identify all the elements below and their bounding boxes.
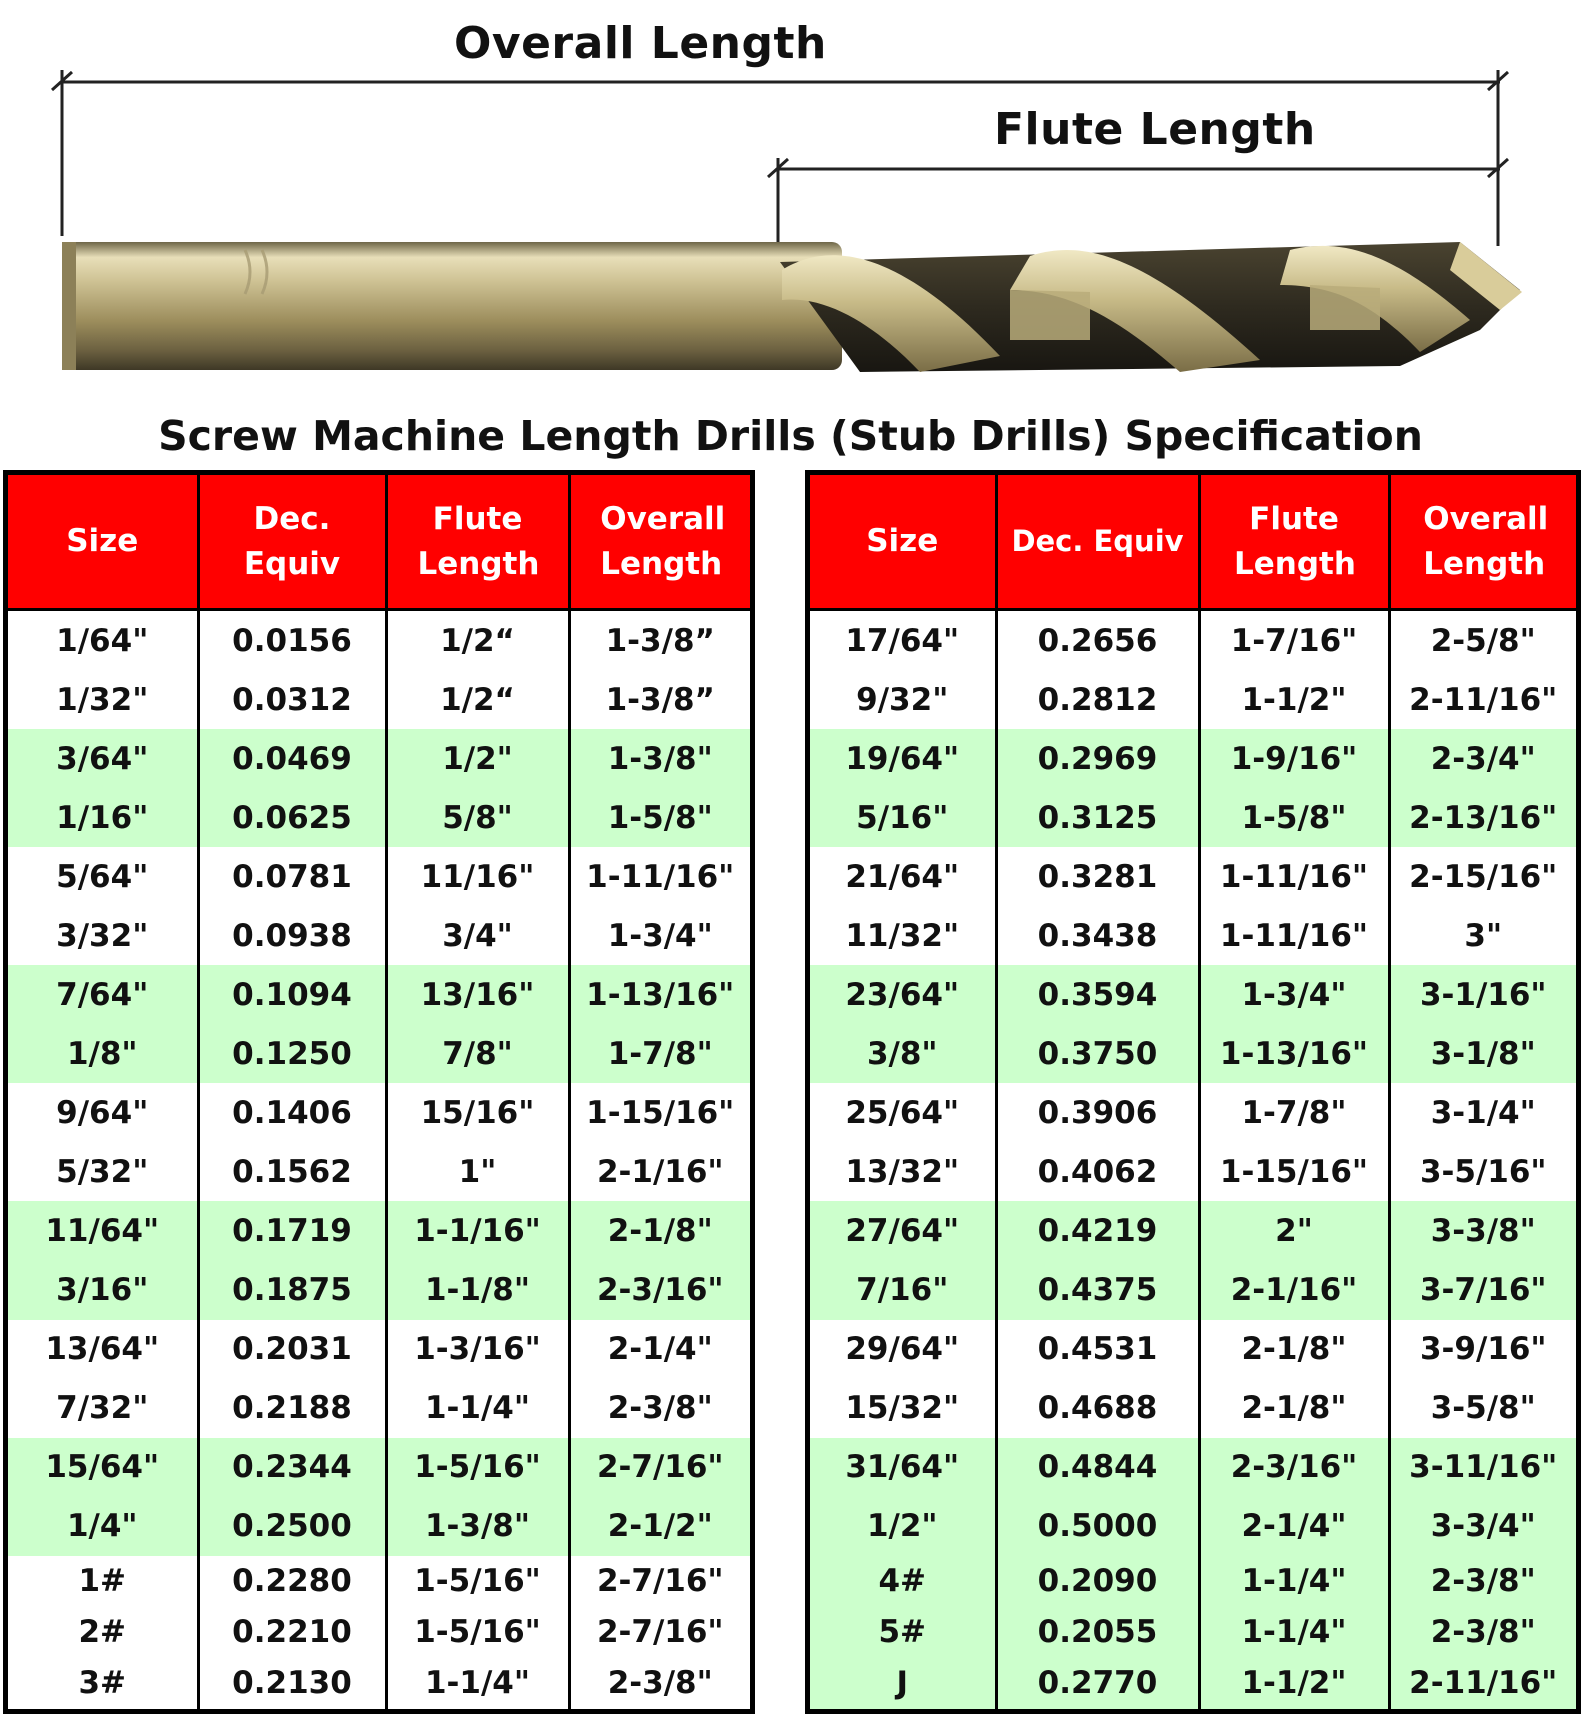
cell-overall-length: 2-3/8" bbox=[1389, 1607, 1576, 1658]
cell-size: 4# bbox=[810, 1556, 996, 1607]
cell-overall-length: 1-3/4" bbox=[569, 906, 750, 965]
cell-size: 13/64" bbox=[8, 1320, 198, 1379]
cell-size: 3/8" bbox=[810, 1024, 996, 1083]
cell-overall-length: 2-7/16" bbox=[569, 1607, 750, 1658]
table-row bbox=[8, 788, 750, 847]
cell-dec-equiv: 0.5000 bbox=[996, 1497, 1199, 1556]
cell-size: 1/4" bbox=[8, 1497, 198, 1556]
table-row bbox=[810, 788, 1576, 847]
cell-overall-length: 2-1/8" bbox=[569, 1201, 750, 1260]
table-row bbox=[810, 1201, 1576, 1260]
cell-dec-equiv: 0.4688 bbox=[996, 1379, 1199, 1438]
header-overall-length-text: Overall Length bbox=[1423, 500, 1549, 582]
table-row bbox=[8, 847, 750, 906]
cell-size: 1/64" bbox=[8, 610, 198, 671]
cell-size: 7/64" bbox=[8, 965, 198, 1024]
overall-length-dimension bbox=[52, 70, 1508, 246]
cell-overall-length: 3-1/4" bbox=[1389, 1083, 1576, 1142]
cell-overall-length: 2-1/2" bbox=[569, 1497, 750, 1556]
cell-dec-equiv: 0.2770 bbox=[996, 1658, 1199, 1709]
cell-dec-equiv: 0.3438 bbox=[996, 906, 1199, 965]
cell-flute-length: 2-1/8" bbox=[1199, 1379, 1389, 1438]
table-row bbox=[810, 1083, 1576, 1142]
cell-overall-length: 2-11/16" bbox=[1389, 1658, 1576, 1709]
table-header-row bbox=[810, 475, 1576, 610]
cell-overall-length: 1-3/8” bbox=[569, 670, 750, 729]
cell-dec-equiv: 0.1250 bbox=[198, 1024, 386, 1083]
table-row bbox=[810, 1379, 1576, 1438]
cell-size: 2# bbox=[8, 1607, 198, 1658]
cell-dec-equiv: 0.1719 bbox=[198, 1201, 386, 1260]
cell-flute-length: 7/8" bbox=[386, 1024, 569, 1083]
cell-dec-equiv: 0.1406 bbox=[198, 1083, 386, 1142]
cell-overall-length: 1-5/8" bbox=[569, 788, 750, 847]
table-row bbox=[8, 1261, 750, 1320]
cell-size: 1/32" bbox=[8, 670, 198, 729]
cell-overall-length: 2-3/16" bbox=[569, 1261, 750, 1320]
cell-overall-length: 2-13/16" bbox=[1389, 788, 1576, 847]
cell-size: 3/16" bbox=[8, 1261, 198, 1320]
cell-dec-equiv: 0.3594 bbox=[996, 965, 1199, 1024]
cell-dec-equiv: 0.2812 bbox=[996, 670, 1199, 729]
cell-dec-equiv: 0.2055 bbox=[996, 1607, 1199, 1658]
cell-overall-length: 2-15/16" bbox=[1389, 847, 1576, 906]
table-row bbox=[8, 1024, 750, 1083]
cell-size: 11/32" bbox=[810, 906, 996, 965]
table-row bbox=[8, 1083, 750, 1142]
cell-dec-equiv: 0.2280 bbox=[198, 1556, 386, 1607]
cell-dec-equiv: 0.2969 bbox=[996, 729, 1199, 788]
cell-size: 17/64" bbox=[810, 610, 996, 671]
cell-size: 1/16" bbox=[8, 788, 198, 847]
cell-dec-equiv: 0.2188 bbox=[198, 1379, 386, 1438]
cell-overall-length: 2-3/8" bbox=[569, 1658, 750, 1709]
cell-flute-length: 13/16" bbox=[386, 965, 569, 1024]
cell-overall-length: 1-15/16" bbox=[569, 1083, 750, 1142]
cell-flute-length: 1/2" bbox=[386, 729, 569, 788]
cell-flute-length: 1-7/16" bbox=[1199, 610, 1389, 671]
cell-dec-equiv: 0.0781 bbox=[198, 847, 386, 906]
cell-overall-length: 2-3/4" bbox=[1389, 729, 1576, 788]
header-flute-length bbox=[1199, 475, 1389, 610]
table-row bbox=[810, 1320, 1576, 1379]
header-size: Size bbox=[8, 475, 198, 610]
header-flute-length bbox=[386, 475, 569, 610]
cell-overall-length: 2-1/16" bbox=[569, 1142, 750, 1201]
cell-flute-length: 1-1/4" bbox=[386, 1658, 569, 1709]
cell-overall-length: 2-11/16" bbox=[1389, 670, 1576, 729]
table-row bbox=[810, 1658, 1576, 1709]
table-row bbox=[810, 1142, 1576, 1201]
cell-flute-length: 1-1/8" bbox=[386, 1261, 569, 1320]
header-dec-equiv bbox=[198, 475, 386, 610]
cell-overall-length: 1-11/16" bbox=[569, 847, 750, 906]
table-row bbox=[810, 1261, 1576, 1320]
cell-dec-equiv: 0.2130 bbox=[198, 1658, 386, 1709]
spec-table-right bbox=[805, 470, 1581, 1714]
table-row bbox=[8, 610, 750, 671]
cell-overall-length: 1-3/8" bbox=[569, 729, 750, 788]
table-row bbox=[810, 1024, 1576, 1083]
cell-dec-equiv: 0.2031 bbox=[198, 1320, 386, 1379]
cell-flute-length: 15/16" bbox=[386, 1083, 569, 1142]
cell-overall-length: 3" bbox=[1389, 906, 1576, 965]
cell-flute-length: 1-5/8" bbox=[1199, 788, 1389, 847]
cell-flute-length: 1-3/4" bbox=[1199, 965, 1389, 1024]
cell-flute-length: 1-1/2" bbox=[1199, 1658, 1389, 1709]
cell-flute-length: 1-13/16" bbox=[1199, 1024, 1389, 1083]
table-row bbox=[810, 847, 1576, 906]
cell-flute-length: 1-3/16" bbox=[386, 1320, 569, 1379]
cell-size: 1/8" bbox=[8, 1024, 198, 1083]
cell-overall-length: 2-7/16" bbox=[569, 1438, 750, 1497]
cell-dec-equiv: 0.2210 bbox=[198, 1607, 386, 1658]
cell-overall-length: 3-11/16" bbox=[1389, 1438, 1576, 1497]
cell-dec-equiv: 0.1094 bbox=[198, 965, 386, 1024]
cell-flute-length: 1/2“ bbox=[386, 670, 569, 729]
cell-size: 3/64" bbox=[8, 729, 198, 788]
cell-size: 7/16" bbox=[810, 1261, 996, 1320]
cell-overall-length: 2-7/16" bbox=[569, 1556, 750, 1607]
cell-size: 9/32" bbox=[810, 670, 996, 729]
cell-flute-length: 1" bbox=[386, 1142, 569, 1201]
header-size: Size bbox=[810, 475, 996, 610]
table-body-left bbox=[8, 610, 750, 1710]
cell-flute-length: 2-3/16" bbox=[1199, 1438, 1389, 1497]
cell-size: 29/64" bbox=[810, 1320, 996, 1379]
cell-size: 19/64" bbox=[810, 729, 996, 788]
table-row bbox=[8, 1497, 750, 1556]
table-row bbox=[8, 906, 750, 965]
cell-dec-equiv: 0.0938 bbox=[198, 906, 386, 965]
spec-table-left bbox=[3, 470, 755, 1714]
table-row bbox=[8, 1379, 750, 1438]
cell-flute-length: 2-1/16" bbox=[1199, 1261, 1389, 1320]
cell-size: 21/64" bbox=[810, 847, 996, 906]
cell-flute-length: 1-1/2" bbox=[1199, 670, 1389, 729]
header-flute-length-text: Flute Length bbox=[417, 500, 540, 582]
cell-size: 5/32" bbox=[8, 1142, 198, 1201]
table-row bbox=[8, 1438, 750, 1497]
header-overall-length bbox=[569, 475, 750, 610]
cell-dec-equiv: 0.3281 bbox=[996, 847, 1199, 906]
cell-dec-equiv: 0.3125 bbox=[996, 788, 1199, 847]
table-row bbox=[8, 1201, 750, 1260]
table-row bbox=[810, 729, 1576, 788]
cell-flute-length: 1-9/16" bbox=[1199, 729, 1389, 788]
cell-overall-length: 1-13/16" bbox=[569, 965, 750, 1024]
cell-dec-equiv: 0.2500 bbox=[198, 1497, 386, 1556]
cell-flute-length: 11/16" bbox=[386, 847, 569, 906]
flute-length-label: Flute Length bbox=[994, 104, 1316, 155]
cell-overall-length: 3-3/8" bbox=[1389, 1201, 1576, 1260]
table-header-row bbox=[8, 475, 750, 610]
cell-flute-length: 1-5/16" bbox=[386, 1438, 569, 1497]
header-dec-equiv-text: Dec. Equiv bbox=[243, 500, 341, 582]
cell-size: 31/64" bbox=[810, 1438, 996, 1497]
cell-dec-equiv: 0.2344 bbox=[198, 1438, 386, 1497]
table-row bbox=[810, 1438, 1576, 1497]
table-body-right bbox=[810, 610, 1576, 1710]
cell-flute-length: 1-3/8" bbox=[386, 1497, 569, 1556]
cell-size: 3# bbox=[8, 1658, 198, 1709]
table-row bbox=[810, 1497, 1576, 1556]
cell-overall-length: 1-3/8” bbox=[569, 610, 750, 671]
cell-flute-length: 1-11/16" bbox=[1199, 847, 1389, 906]
cell-flute-length: 1-11/16" bbox=[1199, 906, 1389, 965]
drill-shank bbox=[62, 242, 842, 370]
header-dec-equiv: Dec. Equiv bbox=[996, 475, 1199, 610]
table-row bbox=[810, 1607, 1576, 1658]
cell-flute-length: 2" bbox=[1199, 1201, 1389, 1260]
cell-size: 25/64" bbox=[810, 1083, 996, 1142]
table-row bbox=[8, 965, 750, 1024]
table-row bbox=[810, 965, 1576, 1024]
cell-dec-equiv: 0.0312 bbox=[198, 670, 386, 729]
page-title: Screw Machine Length Drills (Stub Drills) Specification bbox=[158, 412, 1423, 460]
cell-size: 13/32" bbox=[810, 1142, 996, 1201]
cell-flute-length: 1-5/16" bbox=[386, 1607, 569, 1658]
cell-dec-equiv: 0.4219 bbox=[996, 1201, 1199, 1260]
header-overall-length-text: Overall Length bbox=[600, 500, 726, 582]
cell-overall-length: 3-5/16" bbox=[1389, 1142, 1576, 1201]
cell-dec-equiv: 0.4062 bbox=[996, 1142, 1199, 1201]
cell-overall-length: 2-5/8" bbox=[1389, 610, 1576, 671]
cell-flute-length: 3/4" bbox=[386, 906, 569, 965]
cell-dec-equiv: 0.3750 bbox=[996, 1024, 1199, 1083]
cell-dec-equiv: 0.2656 bbox=[996, 610, 1199, 671]
cell-dec-equiv: 0.0156 bbox=[198, 610, 386, 671]
cell-overall-length: 2-1/4" bbox=[569, 1320, 750, 1379]
table-row bbox=[810, 670, 1576, 729]
header-flute-length-text: Flute Length bbox=[1234, 500, 1356, 582]
cell-overall-length: 3-7/16" bbox=[1389, 1261, 1576, 1320]
cell-size: 5# bbox=[810, 1607, 996, 1658]
cell-size: 23/64" bbox=[810, 965, 996, 1024]
cell-dec-equiv: 0.1875 bbox=[198, 1261, 386, 1320]
cell-flute-length: 5/8" bbox=[386, 788, 569, 847]
cell-dec-equiv: 0.0469 bbox=[198, 729, 386, 788]
cell-flute-length: 1-1/4" bbox=[386, 1379, 569, 1438]
cell-size: 7/32" bbox=[8, 1379, 198, 1438]
cell-overall-length: 2-3/8" bbox=[1389, 1556, 1576, 1607]
table-row bbox=[8, 1607, 750, 1658]
cell-size: 15/32" bbox=[810, 1379, 996, 1438]
cell-overall-length: 2-3/8" bbox=[569, 1379, 750, 1438]
cell-size: 5/64" bbox=[8, 847, 198, 906]
cell-size: J bbox=[810, 1658, 996, 1709]
cell-overall-length: 3-1/8" bbox=[1389, 1024, 1576, 1083]
cell-overall-length: 1-7/8" bbox=[569, 1024, 750, 1083]
cell-size: 15/64" bbox=[8, 1438, 198, 1497]
table-row bbox=[8, 1320, 750, 1379]
flute-length-dimension bbox=[768, 158, 1508, 242]
drill-flutes bbox=[780, 242, 1522, 372]
cell-dec-equiv: 0.2090 bbox=[996, 1556, 1199, 1607]
table-row bbox=[8, 1658, 750, 1709]
cell-size: 9/64" bbox=[8, 1083, 198, 1142]
cell-size: 1# bbox=[8, 1556, 198, 1607]
table-row bbox=[810, 610, 1576, 671]
overall-length-label: Overall Length bbox=[454, 18, 827, 69]
cell-flute-length: 1-15/16" bbox=[1199, 1142, 1389, 1201]
table-row bbox=[8, 1142, 750, 1201]
cell-flute-length: 1/2“ bbox=[386, 610, 569, 671]
cell-dec-equiv: 0.0625 bbox=[198, 788, 386, 847]
cell-flute-length: 2-1/8" bbox=[1199, 1320, 1389, 1379]
table-row bbox=[810, 906, 1576, 965]
cell-flute-length: 1-1/4" bbox=[1199, 1607, 1389, 1658]
cell-overall-length: 3-1/16" bbox=[1389, 965, 1576, 1024]
table-row bbox=[8, 729, 750, 788]
cell-dec-equiv: 0.1562 bbox=[198, 1142, 386, 1201]
header-overall-length bbox=[1389, 475, 1576, 610]
cell-dec-equiv: 0.4844 bbox=[996, 1438, 1199, 1497]
cell-dec-equiv: 0.4375 bbox=[996, 1261, 1199, 1320]
cell-size: 11/64" bbox=[8, 1201, 198, 1260]
cell-overall-length: 3-9/16" bbox=[1389, 1320, 1576, 1379]
cell-dec-equiv: 0.3906 bbox=[996, 1083, 1199, 1142]
cell-overall-length: 3-3/4" bbox=[1389, 1497, 1576, 1556]
cell-flute-length: 1-5/16" bbox=[386, 1556, 569, 1607]
cell-size: 27/64" bbox=[810, 1201, 996, 1260]
cell-size: 3/32" bbox=[8, 906, 198, 965]
cell-dec-equiv: 0.4531 bbox=[996, 1320, 1199, 1379]
cell-overall-length: 3-5/8" bbox=[1389, 1379, 1576, 1438]
cell-size: 1/2" bbox=[810, 1497, 996, 1556]
cell-flute-length: 1-1/4" bbox=[1199, 1556, 1389, 1607]
cell-flute-length: 1-1/16" bbox=[386, 1201, 569, 1260]
cell-flute-length: 2-1/4" bbox=[1199, 1497, 1389, 1556]
cell-size: 5/16" bbox=[810, 788, 996, 847]
cell-flute-length: 1-7/8" bbox=[1199, 1083, 1389, 1142]
drill-diagram bbox=[0, 0, 1581, 420]
table-row bbox=[8, 1556, 750, 1607]
table-row bbox=[8, 670, 750, 729]
table-row bbox=[810, 1556, 1576, 1607]
